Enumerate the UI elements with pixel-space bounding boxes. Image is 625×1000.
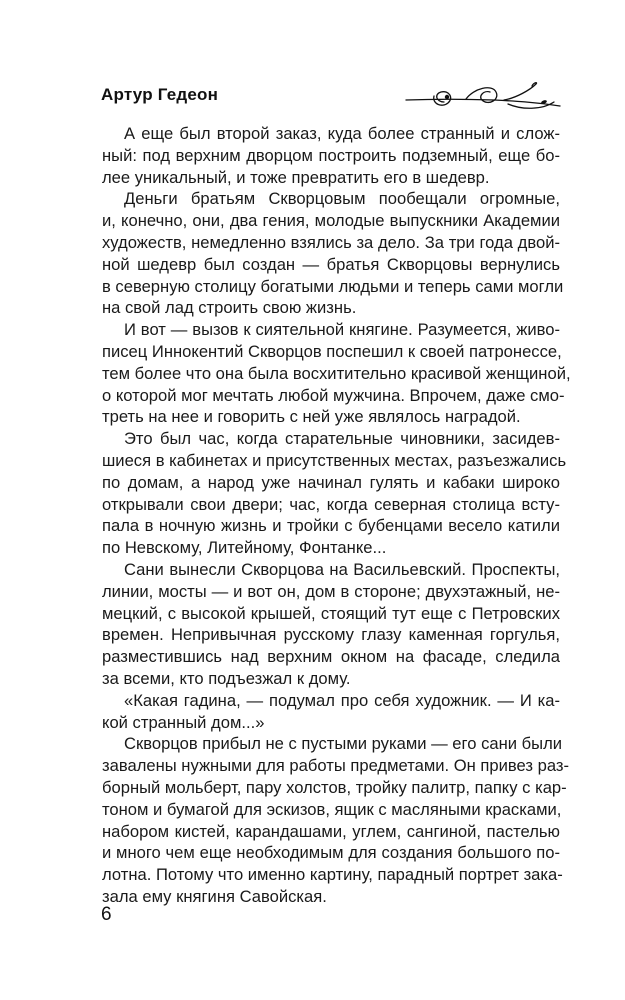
text-line: разместившись над верхним окном на фасаде, следила — [102, 647, 560, 667]
paragraph — [102, 690, 560, 734]
text-line: А еще был второй заказ, куда более странный и слож- — [124, 124, 560, 143]
text-line: ной шедевр был создан — братья Скворцовы вернулись — [102, 254, 560, 274]
text-line: за всеми, кто подъезжал к дому. — [102, 668, 351, 688]
text-line: по Невскому, Литейному, Фонтанке... — [102, 538, 387, 558]
body-text — [102, 123, 571, 908]
text-line: Скворцов прибыл не с пустыми руками — его сани были — [124, 734, 563, 754]
text-line: треть на нее и говорить с ней уже являлось наградой. — [102, 407, 521, 427]
page-number: 6 — [101, 904, 112, 925]
paragraph — [102, 428, 567, 559]
paragraph — [102, 188, 564, 319]
text-line: лее уникальный, и тоже превратить его в шедевр. — [102, 167, 490, 187]
text-line: ный: под верхним дворцом построить подземный, еще бо- — [102, 145, 560, 165]
text-line: набором кистей, карандашами, углем, сангиной, пастелью — [102, 821, 560, 841]
text-line: зала ему княгиня Савойская. — [102, 886, 327, 906]
text-line: и много чем еще необходимым для создания большого по- — [102, 843, 560, 863]
text-line: времен. Непривычная русскому глазу каменная горгулья, — [102, 625, 560, 645]
paragraph — [102, 733, 570, 907]
text-line: и, конечно, они, два гения, молодые выпускники Академии — [102, 211, 560, 231]
text-line: пала в ночную жизнь и тройки с бубенцами весело катили — [102, 516, 560, 536]
text-line: тоном и бумагой для эскизов, ящик с масляными красками, — [102, 799, 562, 819]
paragraph — [102, 559, 560, 690]
text-line: «Какая гадина, — подумал про себя художник. — И ка- — [124, 690, 560, 710]
text-line: писец Иннокентий Скворцов поспешил к своей патронессе, — [102, 341, 562, 361]
text-line: борный мольберт, пару холстов, тройку палитр, папку с кар- — [102, 777, 567, 797]
flourish-ornament-icon — [404, 80, 564, 120]
text-line: о которой мог мечтать любой мужчина. Впрочем, даже смо- — [102, 385, 565, 405]
paragraph — [102, 319, 571, 428]
text-line: по домам, а народ уже начинал гулять и кабаки широко — [102, 472, 560, 492]
text-line: художеств, немедленно взялись за дело. За три года двой- — [102, 232, 560, 252]
author-name: Артур Гедеон — [101, 85, 219, 104]
text-line: завалены нужными для работы предметами. Он привез раз- — [102, 756, 570, 776]
running-head — [101, 80, 561, 120]
text-line: в северную столицу богатыми людьми и теперь сами могли — [102, 276, 564, 296]
text-line: Сани вынесли Скворцова на Васильевский. Проспекты, — [124, 559, 560, 579]
text-line: И вот — вызов к сиятельной княгине. Разумеется, живо- — [124, 320, 560, 340]
text-line: тем более что она была восхитительно красивой женщиной, — [102, 363, 571, 383]
text-line: открывали свои двери; час, когда северная столица всту- — [102, 494, 560, 514]
text-line: лотна. Потому что именно картину, парадный портрет зака- — [102, 865, 563, 885]
text-line: Это был час, когда старательные чиновники, засидев- — [124, 429, 560, 449]
text-line: кой странный дом...» — [102, 712, 265, 732]
text-line: Деньги братьям Скворцовым пообещали огромные, — [124, 189, 560, 209]
paragraph — [102, 123, 560, 188]
text-line: шиеся в кабинетах и присутственных местах, разъезжались — [102, 450, 567, 470]
text-line: линии, мосты — и вот он, дом в стороне; двухэтажный, не- — [102, 581, 560, 601]
text-line: на свой лад строить свою жизнь. — [102, 298, 357, 318]
text-line: мецкий, с высокой крышей, стоящий тут еще с Петровских — [102, 603, 560, 623]
